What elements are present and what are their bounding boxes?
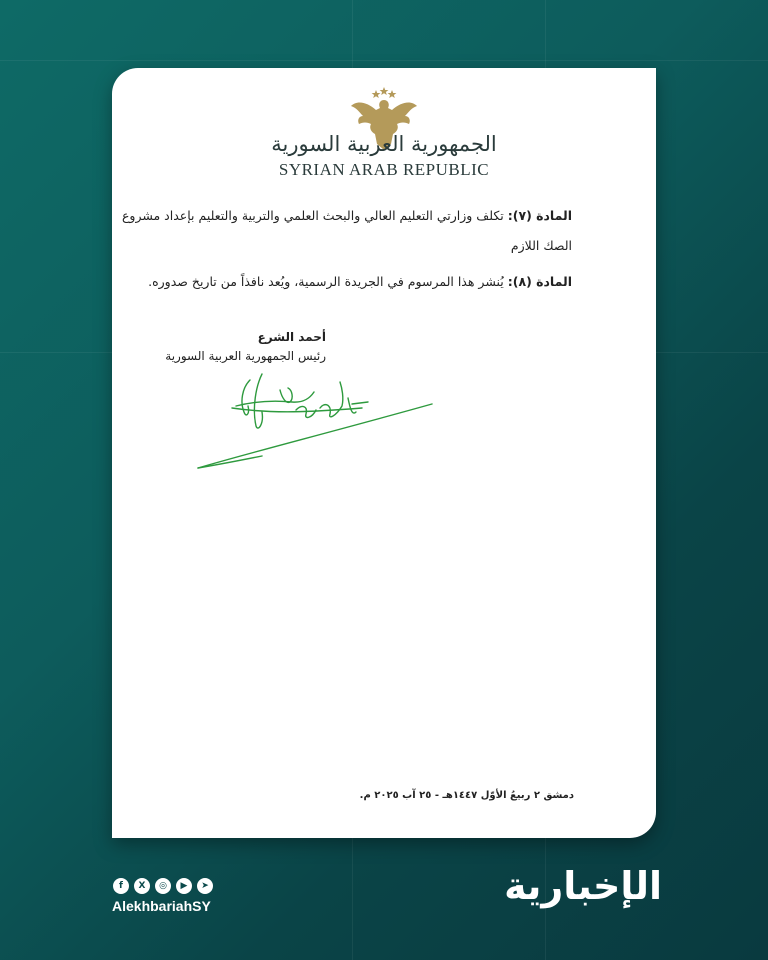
background-line bbox=[0, 60, 768, 61]
article-8 bbox=[148, 274, 572, 289]
instagram-icon[interactable]: ◎ bbox=[155, 878, 171, 894]
youtube-icon[interactable]: ▶ bbox=[176, 878, 192, 894]
signer-name: أحمد الشرع bbox=[257, 330, 326, 344]
x-icon[interactable]: X bbox=[134, 878, 150, 894]
decree-date: دمشق ٢ ربيعُ الأوّل ١٤٤٧هـ - ٢٥ آب ٢٠٢٥ م. bbox=[359, 790, 574, 801]
article-text: تكلف وزارتي التعليم العالي والبحث العلمي والتربية والتعليم بإعداد مشروع bbox=[121, 208, 504, 223]
document-title-english: SYRIAN ARAB REPUBLIC bbox=[278, 160, 490, 179]
social-links bbox=[113, 878, 213, 894]
article-7-continuation: الصك اللازم bbox=[510, 238, 572, 253]
telegram-icon[interactable]: ➤ bbox=[197, 878, 213, 894]
social-handle: AlekhbariahSY bbox=[112, 898, 211, 914]
document-title-arabic: الجمهورية العربية السورية bbox=[271, 132, 497, 156]
decree-document bbox=[112, 68, 656, 838]
handwritten-signature bbox=[192, 368, 457, 483]
article-7 bbox=[122, 208, 572, 223]
article-label: المادة (٧): bbox=[507, 208, 572, 223]
article-label: المادة (٨): bbox=[507, 274, 572, 289]
channel-logo: الإخبارية bbox=[504, 864, 662, 908]
signer-title: رئيس الجمهورية العربية السورية bbox=[165, 349, 326, 363]
article-text: يُنشر هذا المرسوم في الجريدة الرسمية، ويُعد نافذاً من تاريخ صدوره. bbox=[148, 274, 504, 289]
facebook-icon[interactable]: f bbox=[113, 878, 129, 894]
